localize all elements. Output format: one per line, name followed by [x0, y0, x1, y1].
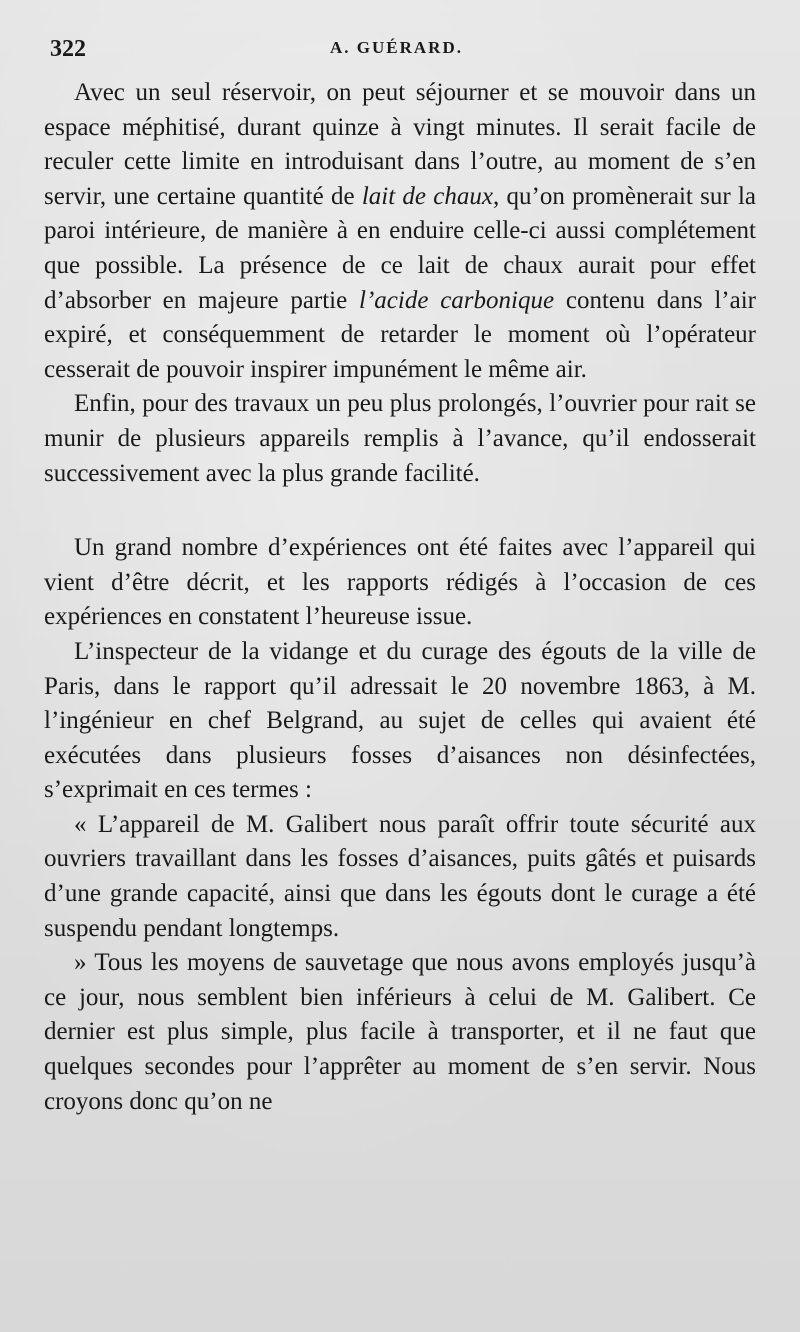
page-number: 322 — [50, 36, 86, 62]
body-text — [44, 76, 756, 1119]
italic-lait-de-chaux: lait de chaux — [361, 182, 493, 210]
paragraph-6-quote: » Tous les moyens de sauvetage que nous avons employés jusqu’à ce jour, nous semblent bien inférieurs à celui de M. Galibert. Ce dernier est plus simple, plus facile à transporter, et il ne faut que quelques secondes pour l’apprêter au moment de s’en servir. Nous croyons donc qu’on ne — [44, 949, 756, 1115]
italic-acide-carbonique: l’acide carbonique — [359, 286, 555, 314]
paragraph-1 — [44, 76, 756, 387]
paragraph-2: Enfin, pour des travaux un peu plus prolongés, l’ouvrier pour rait se munir de plusieurs appareils remplis à l’avance, qu’il endosserait successivement avec la plus grande facilité. — [44, 390, 756, 487]
paragraph-1-text-a: Avec un seul réservoir, on peut séjourner et se mouvoir dans un espace méphitisé, durant quinze à vingt minutes. Il serait facile de reculer cette limite en introduisant dans l’outre, au moment de s’en servir, une certaine quantité de — [44, 79, 756, 210]
running-head: A. GUÉRARD. — [330, 38, 463, 57]
paragraph-1-text-b: , qu’on promènerait sur la paroi intérieure, de manière à en enduire celle-ci aussi complétement que possible. La présence de ce lait de chaux aurait pour effet d’absorber en majeure partie — [44, 182, 756, 314]
paragraph-5-quote: « L’appareil de M. Galibert nous paraît offrir toute sécurité aux ouvriers travaillant dans les fosses d’aisances, puits gâtés et puisards d’une grande capacité, ainsi que dans les égouts dont le curage a été suspendu pendant longtemps. — [44, 810, 756, 942]
section-gap — [44, 491, 756, 531]
paragraph-4: L’inspecteur de la vidange et du curage des égouts de la ville de Paris, dans le rapport qu’il adressait le 20 novembre 1863, à M. l’ingénieur en chef Belgrand, au sujet de celles qui avaient été exécutées dans plusieurs fosses d’aisances non désinfectées, s’exprimait en ces termes : — [44, 637, 756, 804]
paragraph-3: Un grand nombre d’expériences ont été faites avec l’appareil qui vient d’être décrit, et les rapports rédigés à l’occasion de ces expériences en constatent l’heureuse issue. — [44, 534, 756, 631]
paragraph-1-text-c: contenu dans l’air expiré, et conséquemment de retarder le moment où l’opérateur cesserait de pouvoir inspirer impunément le même air. — [44, 286, 756, 383]
page-header — [46, 36, 740, 66]
